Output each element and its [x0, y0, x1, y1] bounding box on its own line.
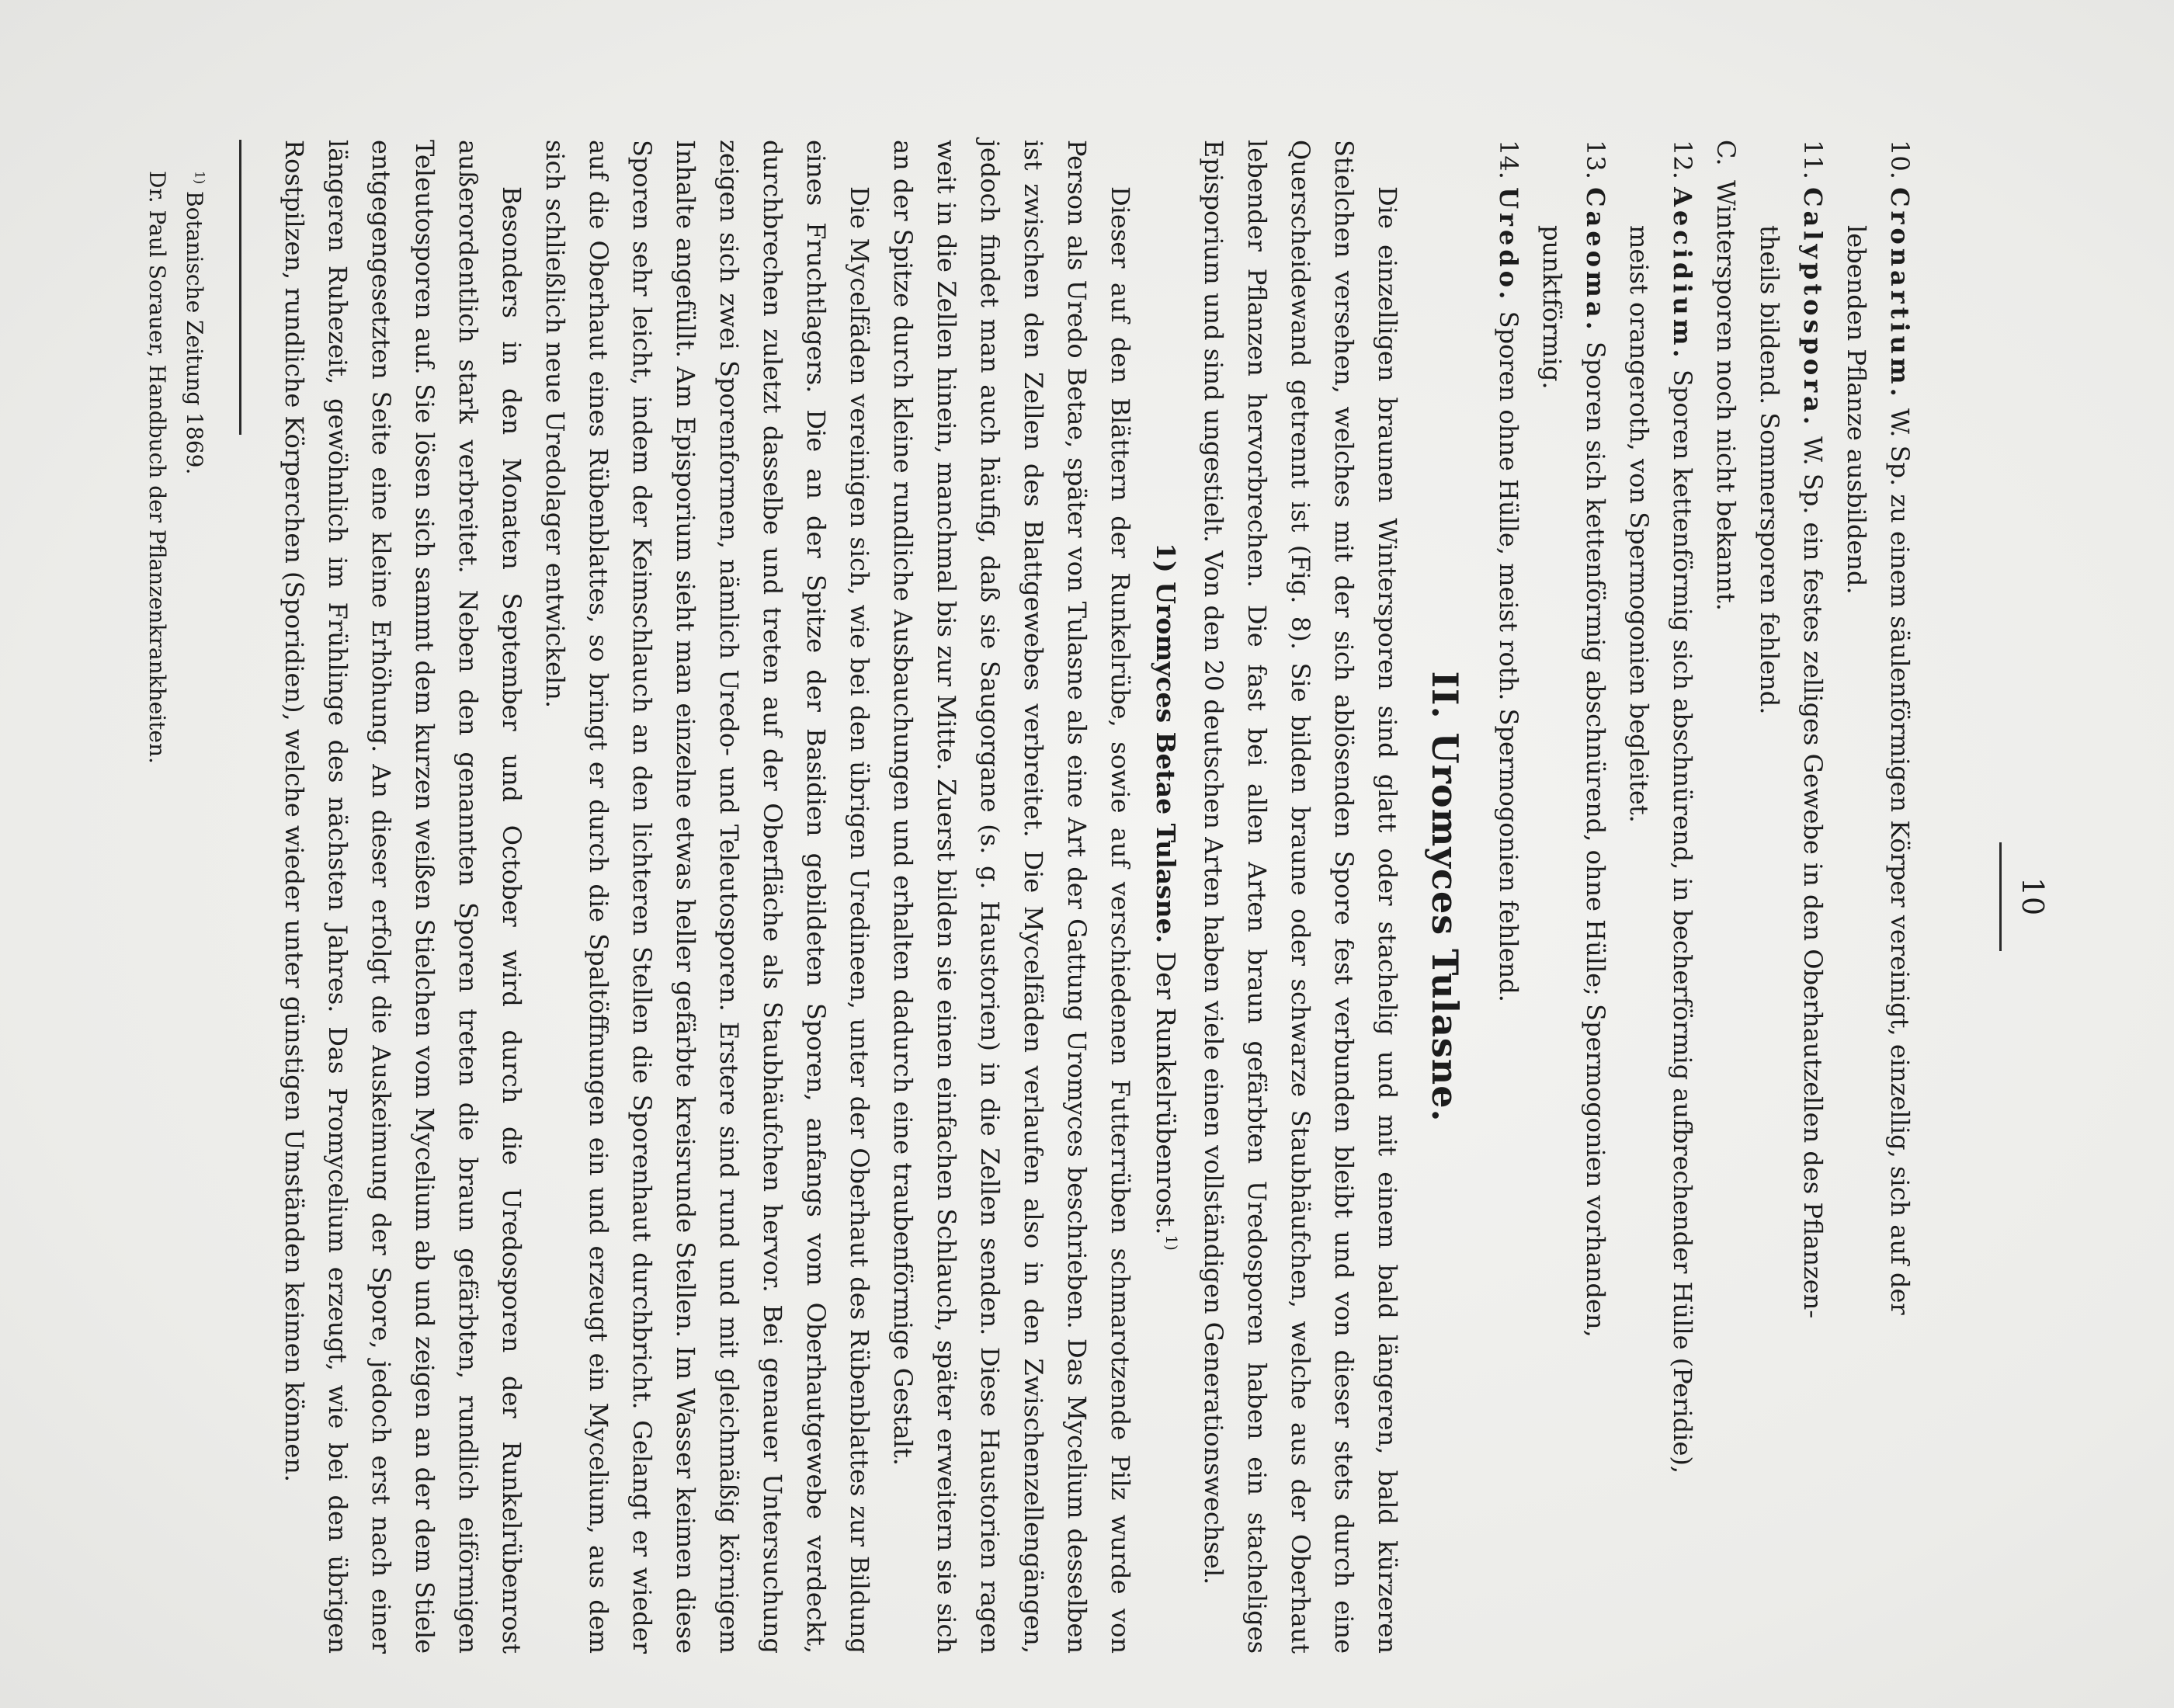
page-number: 10: [2016, 877, 2050, 917]
source-line: Dr. Paul Sorauer, Handbuch der Pflanzenkrankheiten.: [144, 171, 170, 764]
entry-number: 14.: [1494, 140, 1523, 179]
paragraph: Dieser auf den Blättern der Runkelrübe, sowie auf verschiedenen Futterrüben schmarotzende Pilz wurde von Person als Uredo Betae, später von Tulasne als eine Art der Gattung Uromyces beschrieben. Das Mycelium desselben ist zwischen den Zellen des Blattgewebes verbreitet. Die Mycelfäden verlaufen also in den Zwischenzellengängen, jedoch findet man auch häufig, daß sie Saugorgane (s. g. Haustorien) in die Zellen senden. Diese Haustorien ragen weit in die Zellen hinein, manchmal bis zur Mitte. Zuerst bilden sie einen einfachen Schlauch, später erweitern sie sich an der Spitze durch kleine rundliche Ausbauchungen und erhalten dadurch eine traubenförmige Gestalt.: [888, 140, 1135, 1654]
footnote-marker: 1): [1162, 1234, 1180, 1251]
group-letter: C.: [1711, 140, 1741, 166]
page-body: [138, 140, 1922, 1654]
entry-text: Sporen ohne Hülle, meist roth. Spermogonien fehlend.: [1494, 303, 1523, 1002]
key-group-c: [1704, 140, 1748, 1654]
key-entry-12: [1661, 140, 1704, 1654]
common-name: Der Runkelrübenrost.: [1151, 951, 1181, 1235]
entry-number: 12.: [1668, 140, 1697, 179]
subsection-title: [1144, 140, 1187, 1654]
key-entry-10-continued: lebenden Pflanze ausbildend.: [1842, 225, 1871, 595]
entry-text: Sporen sich kettenförmig abschnürend, ohne Hülle; Spermogonien vorhanden,: [1581, 333, 1610, 1338]
rotated-book-page: [144, 140, 2050, 1654]
footnote-text: Botanische Zeitung 1869.: [182, 191, 207, 475]
section-intro: Die einzelligen braunen Wintersporen sind glatt oder stachelig und mit einem bald längeren, bald kürzeren Stielchen versehen, welches mit der sich ablösenden Spore fest verbunden bleibt und von dieser stets durch eine Querscheidewand getrennt ist (Fig. 8). Sie bilden braune oder schwarze Staubhäufchen, welche aus der Oberhaut lebender Pflanzen hervorbrechen. Die fast bei allen Arten braun gefärbten Uredosporen haben ein stacheliges Episporium und sind ungestielt. Von den 20 deutschen Arten haben viele einen vollständigen Generationswechsel.: [1199, 140, 1402, 1654]
genus-name: Calyptospora.: [1798, 187, 1828, 429]
key-entry-11-continued: theils bildend. Sommersporen fehlend.: [1755, 225, 1784, 715]
entry-number: 13.: [1581, 140, 1610, 179]
entry-number: 11.: [1798, 140, 1828, 179]
entry-text: Sporen kettenförmig sich abschnürend, in becherförmig aufbrechender Hülle (Peridie),: [1668, 361, 1697, 1474]
key-entry-14: [1487, 140, 1530, 1654]
key-entry-12-continued: meist orangeroth, von Spermogonien begleitet.: [1624, 225, 1654, 823]
key-entry-13-continued: punktförmig.: [1537, 225, 1567, 390]
entry-text: W. Sp. ein festes zelliges Gewebe in den Oberhautzellen des Pflanzen-: [1798, 428, 1828, 1319]
entry-text: Wintersporen noch nicht bekannt.: [1711, 180, 1741, 611]
paragraph: Besonders in den Monaten September und October wird durch die Uredosporen der Runkelrübenrost außerordentlich stark verbreitet. Neben den genannten Sporen treten die braun gefärbten, rundlich eiförmigen Teleutosporen auf. Sie lösen sich sammt dem kurzen weißen Stielchen vom Mycelium ab und zeigen an der dem Stiele entgegengesetzten Seite eine kleine Erhöhung. An dieser erfolgt die Auskeimung der Spore, jedoch erst nach einer längeren Ruhezeit, gewöhnlich im Frühlinge des nächsten Jahres. Das Promycelium erzeugt, wie bei den übrigen Rostpilzen, rundliche Körperchen (Sporidien), welche wieder unter günstigen Umständen keimen können.: [280, 140, 526, 1654]
paragraph: Die Mycelfäden vereinigen sich, wie bei den übrigen Uredineen, unter der Oberhaut des Rübenblattes zur Bildung eines Fruchtlagers. Die an der Spitze der Basidien gebildeten Sporen, anfangs vom Oberhautgewebe verdeckt, durchbrechen zuletzt dasselbe und treten auf der Oberfläche als Staubhäufchen hervor. Bei genauer Untersuchung zeigen sich zwei Sporenformen, nämlich Uredo- und Teleutosporen. Erstere sind rund und mit gleichmäßig körnigem Inhalte angefüllt. Am Episporium sieht man einzelne etwas heller gefärbte kreisrunde Stellen. Im Wasser keimen diese Sporen sehr leicht, indem der Keimschlauch an den lichteren Stellen die Sporenhaut durchbricht. Gelangt er wieder auf die Oberhaut eines Rübenblattes, so bringt er durch die Spaltöffnungen ein und erzeugt ein Mycelium, aus dem sich schließlich neue Uredolager entwickeln.: [540, 140, 874, 1654]
genus-name: Uredo.: [1494, 187, 1523, 304]
genus-name: Cronartium.: [1885, 187, 1915, 401]
key-entry-11: [1791, 140, 1835, 1654]
footnote-rule: [239, 140, 241, 435]
entry-text: W. Sp. zu einem säulenförmigen Körper vereinigt, einzellig, sich auf der: [1885, 400, 1915, 1315]
page-number-rule: [1999, 842, 2002, 951]
footnote-mark: 1): [192, 171, 208, 185]
genus-name: Aecidium.: [1668, 187, 1697, 362]
entry-number: 10.: [1885, 140, 1915, 179]
key-entry-13: [1574, 140, 1617, 1654]
section-heading: II. Uromyces Tulasne.: [1424, 671, 1466, 1123]
footnote: [175, 171, 213, 1654]
genus-name: Caeoma.: [1581, 187, 1610, 334]
species-name: 1) Uromyces Betae Tulasne.: [1151, 543, 1181, 944]
key-entry-10: [1878, 140, 1922, 1654]
